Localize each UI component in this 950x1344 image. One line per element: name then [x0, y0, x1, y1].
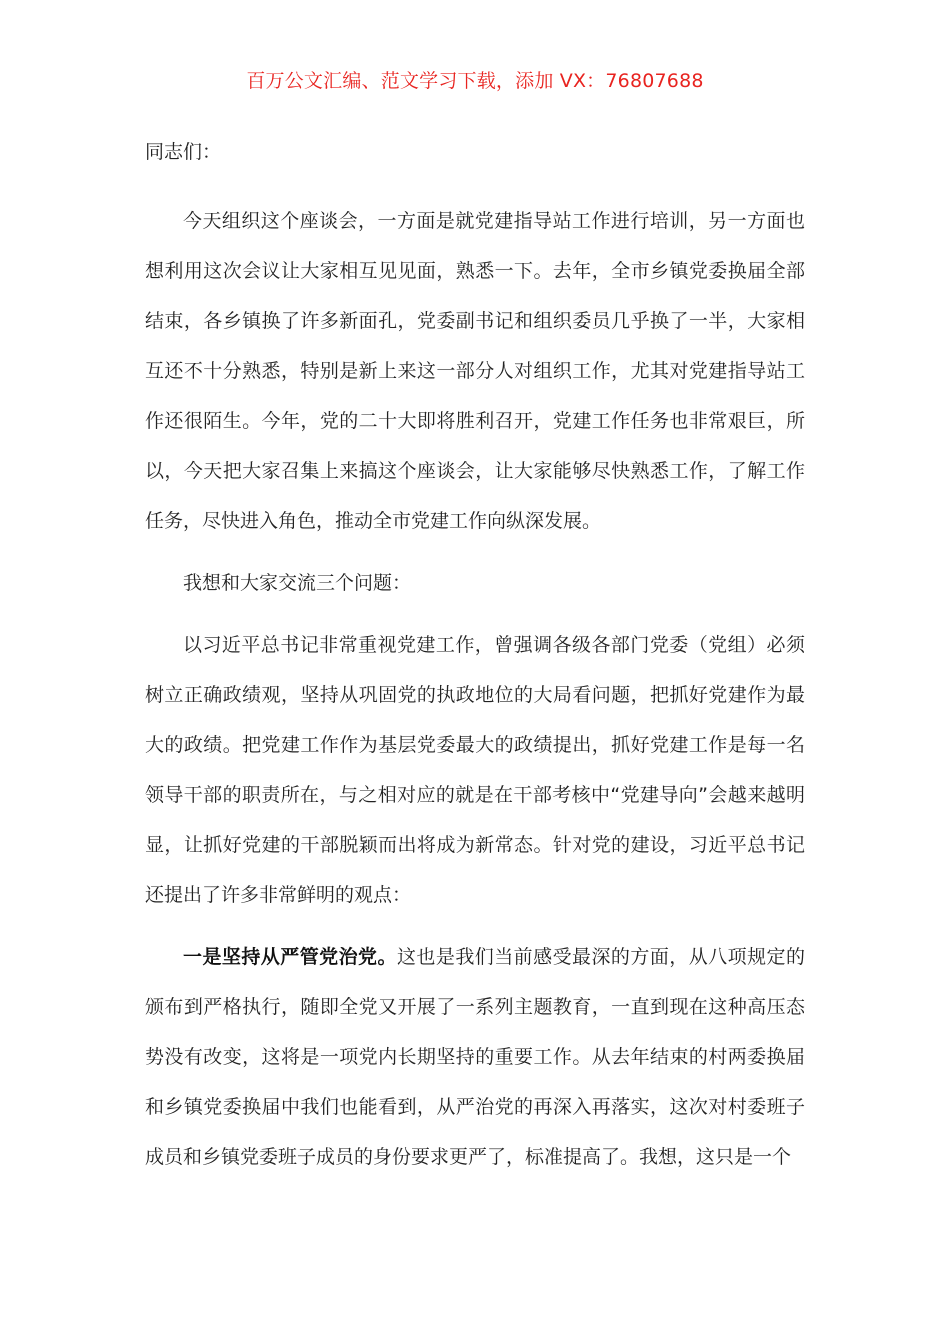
document-body [145, 135, 805, 1182]
point-one-heading: 一是坚持从严管党治党。 [183, 946, 397, 968]
header-banner: 百万公文汇编、范文学习下载，添加 VX：76807688 [246, 70, 704, 92]
paragraph-intro: 今天组织这个座谈会，一方面是就党建指导站工作进行培训，另一方面也想利用这次会议让大家相互见见面，熟悉一下。去年，全市乡镇党委换届全部结束，各乡镇换了许多新面孔，党委副书记和组织委员几乎换了一半，大家相互还不十分熟悉，特别是新上来这一部分人对组织工作，尤其对党建指导站工作还很陌生。今年，党的二十大即将胜利召开，党建工作任务也非常艰巨，所以，今天把大家召集上来搞这个座谈会，让大家能够尽快熟悉工作，了解工作任务，尽快进入角色，推动全市党建工作向纵深发展。 [145, 210, 805, 532]
paragraph-strict-governance [145, 932, 805, 1182]
paragraph-party-building: 以习近平总书记非常重视党建工作，曾强调各级各部门党委（党组）必须树立正确政绩观，坚持从巩固党的执政地位的大局看问题，把抓好党建作为最大的政绩。把党建工作作为基层党委最大的政绩提出，抓好党建工作是每一名领导干部的职责所在，与之相对应的就是在干部考核中“党建导向”会越来越明显，让抓好党建的干部脱颖而出将成为新常态。针对党的建设，习近平总书记还提出了许多非常鲜明的观点： [145, 634, 805, 906]
paragraph-topics: 我想和大家交流三个问题： [183, 572, 412, 594]
salutation: 同志们： [145, 141, 222, 163]
point-one-text: 这也是我们当前感受最深的方面，从八项规定的颁布到严格执行，随即全党又开展了一系列主题教育，一直到现在这种高压态势没有改变，这将是一项党内长期坚持的重要工作。从去年结束的村两委换届和乡镇党委换届中我们也能看到，从严治党的再深入再落实，这次对村委班子成员和乡镇党委班子成员的身份要求更严了，标准提高了。我想，这只是一个 [145, 946, 805, 1168]
